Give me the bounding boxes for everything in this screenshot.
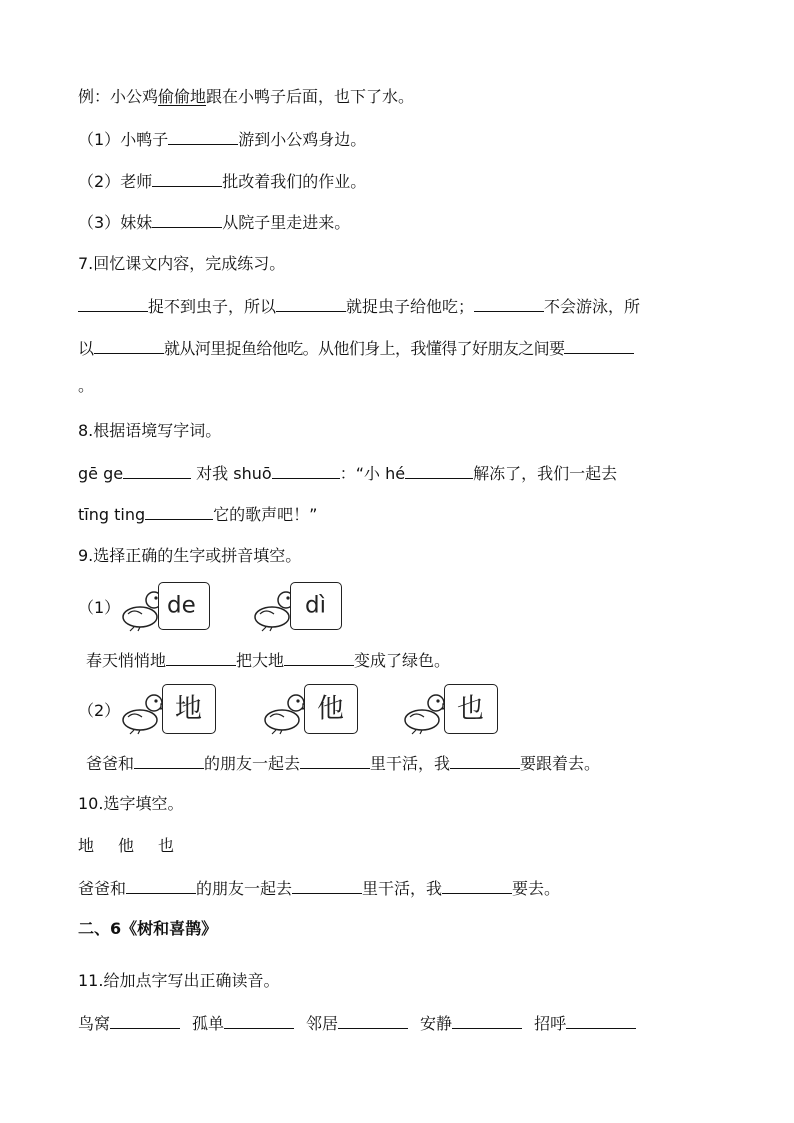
q9-part2-sentence bbox=[86, 752, 600, 775]
word: 孤单 bbox=[192, 1014, 225, 1033]
answer-blank[interactable] bbox=[134, 752, 204, 769]
option-box bbox=[444, 684, 498, 734]
q8-text: 它的歌声吧！” bbox=[213, 505, 318, 524]
item-text: 妹妹 bbox=[120, 213, 153, 232]
answer-blank[interactable] bbox=[152, 170, 222, 187]
example-line bbox=[78, 86, 414, 108]
answer-blank[interactable] bbox=[126, 877, 196, 894]
answer-blank[interactable] bbox=[276, 295, 346, 312]
q9-text: 把大地 bbox=[236, 651, 285, 670]
item-number: （1） bbox=[78, 130, 121, 149]
answer-blank[interactable] bbox=[566, 1012, 636, 1029]
q7-text: 捉不到虫子，所以 bbox=[148, 297, 277, 316]
q6-item-3 bbox=[78, 211, 350, 234]
answer-blank[interactable] bbox=[450, 752, 520, 769]
pinyin-text: gē ge bbox=[78, 464, 124, 483]
q7-text: 以 bbox=[78, 339, 95, 358]
q9-text: 变成了绿色。 bbox=[354, 651, 451, 670]
q10-options bbox=[78, 835, 174, 857]
answer-blank[interactable] bbox=[405, 462, 473, 479]
q11-title: 11.给加点字写出正确读音。 bbox=[78, 971, 280, 990]
answer-blank[interactable] bbox=[110, 1012, 180, 1029]
answer-blank[interactable] bbox=[94, 337, 164, 354]
q10-text: 里干活，我 bbox=[362, 879, 443, 898]
option-text: 他 bbox=[317, 693, 344, 725]
q6-item-1 bbox=[78, 128, 366, 151]
option-text: 也 bbox=[457, 693, 484, 725]
q7-line-2 bbox=[78, 337, 634, 360]
q10-title: 10.选字填空。 bbox=[78, 794, 184, 813]
option-card-ye-char[interactable] bbox=[400, 684, 498, 736]
item-text: 游到小公鸡身边。 bbox=[238, 130, 367, 149]
option-char: 地 bbox=[78, 836, 95, 855]
pinyin-text: ：“小 hé bbox=[339, 464, 406, 483]
option-box bbox=[158, 582, 210, 630]
answer-blank[interactable] bbox=[166, 649, 236, 666]
item-text: 批改着我们的作业。 bbox=[222, 172, 367, 191]
word: 招呼 bbox=[534, 1014, 567, 1033]
example-suffix: 跟在小鸭子后面，也下了水。 bbox=[206, 87, 415, 106]
answer-blank[interactable] bbox=[452, 1012, 522, 1029]
q8-line-2 bbox=[78, 503, 317, 526]
option-card-de[interactable] bbox=[118, 582, 210, 632]
item-number: （3） bbox=[78, 213, 121, 232]
q9-text: 爸爸和 bbox=[86, 754, 135, 773]
q7-text: 不会游泳，所 bbox=[544, 297, 641, 316]
example-prefix: 例：小公鸡 bbox=[78, 87, 159, 106]
word: 邻居 bbox=[306, 1014, 339, 1033]
word: 安静 bbox=[420, 1014, 453, 1033]
q9-title: 9.选择正确的生字或拼音填空。 bbox=[78, 546, 302, 565]
q8-line-1 bbox=[78, 462, 617, 485]
answer-blank[interactable] bbox=[272, 462, 340, 479]
word: 鸟窝 bbox=[78, 1014, 111, 1033]
answer-blank[interactable] bbox=[168, 128, 238, 145]
answer-blank[interactable] bbox=[292, 877, 362, 894]
q9-part2-number: （2） bbox=[78, 701, 121, 720]
q8-title: 8.根据语境写字词。 bbox=[78, 421, 222, 440]
q11-words bbox=[78, 1012, 636, 1035]
item-text: 老师 bbox=[120, 172, 153, 191]
q10-text: 的朋友一起去 bbox=[196, 879, 293, 898]
q6-item-2 bbox=[78, 170, 366, 193]
q7-title: 7.回忆课文内容，完成练习。 bbox=[78, 254, 286, 273]
answer-blank[interactable] bbox=[284, 649, 354, 666]
q9-part1-sentence bbox=[86, 649, 450, 672]
option-box bbox=[290, 582, 342, 630]
q10-text: 爸爸和 bbox=[78, 879, 127, 898]
option-card-ta-char[interactable] bbox=[260, 684, 358, 736]
option-card-di-char[interactable] bbox=[118, 684, 216, 736]
pinyin-text: tīng ting bbox=[78, 505, 146, 524]
section-heading: 二、6《树和喜鹊》 bbox=[78, 919, 218, 938]
answer-blank[interactable] bbox=[78, 295, 148, 312]
item-number: （2） bbox=[78, 172, 121, 191]
q7-line-1 bbox=[78, 295, 640, 318]
option-card-di[interactable] bbox=[250, 582, 342, 632]
answer-blank[interactable] bbox=[224, 1012, 294, 1029]
pinyin-text: 对我 shuō bbox=[191, 464, 272, 483]
q10-sentence bbox=[78, 877, 560, 900]
answer-blank[interactable] bbox=[300, 752, 370, 769]
option-text: de bbox=[167, 592, 196, 619]
q9-text: 里干活，我 bbox=[370, 754, 451, 773]
q9-text: 的朋友一起去 bbox=[204, 754, 301, 773]
answer-blank[interactable] bbox=[338, 1012, 408, 1029]
option-box bbox=[304, 684, 358, 734]
q9-text: 春天悄悄地 bbox=[86, 651, 167, 670]
answer-blank[interactable] bbox=[474, 295, 544, 312]
answer-blank[interactable] bbox=[123, 462, 191, 479]
item-text: 小鸭子 bbox=[120, 130, 169, 149]
q7-text: 就捉虫子给他吃； bbox=[346, 297, 475, 316]
q9-text: 要跟着去。 bbox=[520, 754, 601, 773]
example-underlined-word: 偷偷地 bbox=[158, 87, 207, 106]
answer-blank[interactable] bbox=[145, 503, 213, 520]
item-text: 从院子里走进来。 bbox=[222, 213, 351, 232]
q9-part1-number: （1） bbox=[78, 598, 121, 617]
q10-text: 要去。 bbox=[512, 879, 561, 898]
q8-text: 解冻了，我们一起去 bbox=[473, 464, 618, 483]
option-text: dì bbox=[305, 592, 326, 619]
option-char: 也 bbox=[158, 836, 175, 855]
q7-line-3: 。 bbox=[78, 376, 95, 395]
option-text: 地 bbox=[175, 693, 202, 725]
option-char: 他 bbox=[118, 836, 135, 855]
q7-text: 就从河里捉鱼给他吃。从他们身上，我懂得了好朋友之间要 bbox=[164, 339, 565, 358]
answer-blank[interactable] bbox=[152, 211, 222, 228]
answer-blank[interactable] bbox=[564, 337, 634, 354]
option-box bbox=[162, 684, 216, 734]
answer-blank[interactable] bbox=[442, 877, 512, 894]
